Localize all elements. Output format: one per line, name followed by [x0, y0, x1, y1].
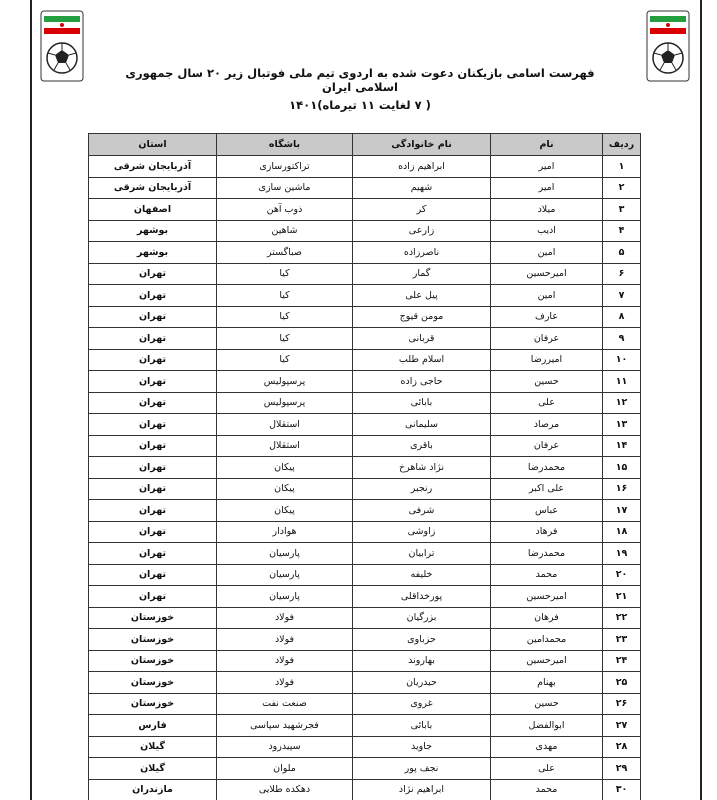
table-body [89, 156, 641, 800]
table-row [89, 543, 641, 565]
federation-logo-icon [40, 10, 84, 82]
last-name-cell: سلیمانی [353, 414, 491, 436]
first-name-cell: امین [491, 242, 603, 264]
last-name-cell: بزرگیان [353, 607, 491, 629]
province-cell: اصفهان [89, 199, 217, 221]
row-number-cell: ۱۵ [603, 457, 641, 479]
club-cell: فجرشهید سپاسی [217, 715, 353, 737]
table-row [89, 414, 641, 436]
last-name-cell: زاوشی [353, 521, 491, 543]
table-row [89, 779, 641, 800]
row-number-cell: ۱۳ [603, 414, 641, 436]
first-name-cell: عرفان [491, 328, 603, 350]
row-number-cell: ۲۱ [603, 586, 641, 608]
table-row [89, 263, 641, 285]
province-cell: تهران [89, 392, 217, 414]
club-cell: هوادار [217, 521, 353, 543]
first-name-cell: محمدامین [491, 629, 603, 651]
first-name-cell: ادیب [491, 220, 603, 242]
table-row [89, 521, 641, 543]
row-number-cell: ۱۰ [603, 349, 641, 371]
club-cell: صنعت نفت [217, 693, 353, 715]
row-number-cell: ۲۲ [603, 607, 641, 629]
province-cell: تهران [89, 349, 217, 371]
row-number-cell: ۲۹ [603, 758, 641, 780]
first-name-cell: محمدرضا [491, 543, 603, 565]
first-name-cell: امیرحسین [491, 586, 603, 608]
players-table [88, 133, 641, 800]
club-cell: کیا [217, 328, 353, 350]
header-row-number: ردیف [603, 134, 641, 156]
row-number-cell: ۱۲ [603, 392, 641, 414]
table-row [89, 650, 641, 672]
first-name-cell: محمد [491, 779, 603, 800]
header-first-name: نام [491, 134, 603, 156]
club-cell: ماشین سازی [217, 177, 353, 199]
table-row [89, 328, 641, 350]
first-name-cell: فرهان [491, 607, 603, 629]
club-cell: شاهین [217, 220, 353, 242]
row-number-cell: ۱۸ [603, 521, 641, 543]
table-row [89, 478, 641, 500]
province-cell: بوشهر [89, 242, 217, 264]
table-row [89, 693, 641, 715]
province-cell: خوزستان [89, 650, 217, 672]
last-name-cell: ابراهیم زاده [353, 156, 491, 178]
row-number-cell: ۲۷ [603, 715, 641, 737]
province-cell: خوزستان [89, 607, 217, 629]
row-number-cell: ۱۴ [603, 435, 641, 457]
table-row [89, 715, 641, 737]
club-cell: پیکان [217, 457, 353, 479]
table-row [89, 672, 641, 694]
last-name-cell: مومن قیوج [353, 306, 491, 328]
first-name-cell: عارف [491, 306, 603, 328]
province-cell: گیلان [89, 758, 217, 780]
province-cell: تهران [89, 414, 217, 436]
first-name-cell: حسین [491, 371, 603, 393]
first-name-cell: عرفان [491, 435, 603, 457]
first-name-cell: امیرحسین [491, 650, 603, 672]
province-cell: تهران [89, 263, 217, 285]
first-name-cell: علی [491, 758, 603, 780]
federation-logo-icon [646, 10, 690, 82]
row-number-cell: ۳ [603, 199, 641, 221]
row-number-cell: ۲۳ [603, 629, 641, 651]
first-name-cell: امیررضا [491, 349, 603, 371]
row-number-cell: ۳۰ [603, 779, 641, 800]
province-cell: آذربایجان شرقی [89, 156, 217, 178]
club-cell: پارسیان [217, 543, 353, 565]
province-cell: تهران [89, 306, 217, 328]
table-row [89, 586, 641, 608]
province-cell: فارس [89, 715, 217, 737]
header-province: استان [89, 134, 217, 156]
province-cell: خوزستان [89, 672, 217, 694]
first-name-cell: امین [491, 285, 603, 307]
club-cell: پرسپولیس [217, 392, 353, 414]
last-name-cell: بابائی [353, 392, 491, 414]
row-number-cell: ۶ [603, 263, 641, 285]
last-name-cell: پیل علی [353, 285, 491, 307]
last-name-cell: کر [353, 199, 491, 221]
row-number-cell: ۲۴ [603, 650, 641, 672]
table-row [89, 564, 641, 586]
club-cell: ذوب آهن [217, 199, 353, 221]
first-name-cell: بهنام [491, 672, 603, 694]
club-cell: فولاد [217, 629, 353, 651]
first-name-cell: مهدی [491, 736, 603, 758]
table-row [89, 758, 641, 780]
last-name-cell: بهاروند [353, 650, 491, 672]
table-row [89, 371, 641, 393]
province-cell: تهران [89, 521, 217, 543]
first-name-cell: امیرحسین [491, 263, 603, 285]
club-cell: دهکده طلایی [217, 779, 353, 800]
row-number-cell: ۷ [603, 285, 641, 307]
row-number-cell: ۲۵ [603, 672, 641, 694]
last-name-cell: ابراهیم نژاد [353, 779, 491, 800]
table-row [89, 306, 641, 328]
row-number-cell: ۵ [603, 242, 641, 264]
province-cell: تهران [89, 500, 217, 522]
table-row [89, 349, 641, 371]
club-cell: کیا [217, 263, 353, 285]
row-number-cell: ۱ [603, 156, 641, 178]
last-name-cell: غروی [353, 693, 491, 715]
last-name-cell: پورخداقلی [353, 586, 491, 608]
last-name-cell: شرفی [353, 500, 491, 522]
province-cell: آذربایجان شرقی [89, 177, 217, 199]
club-cell: کیا [217, 349, 353, 371]
club-cell: فولاد [217, 672, 353, 694]
first-name-cell: فرهاد [491, 521, 603, 543]
last-name-cell: زارعی [353, 220, 491, 242]
last-name-cell: نجف پور [353, 758, 491, 780]
province-cell: خوزستان [89, 629, 217, 651]
club-cell: ملوان [217, 758, 353, 780]
province-cell: تهران [89, 543, 217, 565]
club-cell: پرسپولیس [217, 371, 353, 393]
table-row [89, 457, 641, 479]
club-cell: فولاد [217, 607, 353, 629]
province-cell: تهران [89, 478, 217, 500]
club-cell: پارسیان [217, 564, 353, 586]
province-cell: تهران [89, 285, 217, 307]
row-number-cell: ۸ [603, 306, 641, 328]
first-name-cell: میلاد [491, 199, 603, 221]
table-row [89, 392, 641, 414]
province-cell: تهران [89, 371, 217, 393]
club-cell: پارسیان [217, 586, 353, 608]
province-cell: تهران [89, 586, 217, 608]
row-number-cell: ۲۰ [603, 564, 641, 586]
first-name-cell: علی [491, 392, 603, 414]
row-number-cell: ۲ [603, 177, 641, 199]
first-name-cell: مرصاد [491, 414, 603, 436]
club-cell: تراکتورسازی [217, 156, 353, 178]
first-name-cell: امیر [491, 156, 603, 178]
table-header-row [89, 134, 641, 156]
row-number-cell: ۹ [603, 328, 641, 350]
province-cell: تهران [89, 564, 217, 586]
province-cell: تهران [89, 457, 217, 479]
row-number-cell: ۴ [603, 220, 641, 242]
last-name-cell: ترابیان [353, 543, 491, 565]
first-name-cell: علی اکبر [491, 478, 603, 500]
last-name-cell: قربانی [353, 328, 491, 350]
table-row [89, 156, 641, 178]
last-name-cell: خلیفه [353, 564, 491, 586]
club-cell: پیکان [217, 478, 353, 500]
last-name-cell: ناصرزاده [353, 242, 491, 264]
first-name-cell: عباس [491, 500, 603, 522]
last-name-cell: حیدریان [353, 672, 491, 694]
province-cell: مازندران [89, 779, 217, 800]
header-last-name: نام خانوادگی [353, 134, 491, 156]
table-row [89, 435, 641, 457]
table-row [89, 629, 641, 651]
last-name-cell: نژاد شاهرخ [353, 457, 491, 479]
header-club: باشگاه [217, 134, 353, 156]
last-name-cell: حاجی زاده [353, 371, 491, 393]
row-number-cell: ۱۱ [603, 371, 641, 393]
province-cell: خوزستان [89, 693, 217, 715]
last-name-cell: رنجبر [353, 478, 491, 500]
last-name-cell: حزباوی [353, 629, 491, 651]
last-name-cell: باقری [353, 435, 491, 457]
club-cell: استقلال [217, 414, 353, 436]
last-name-cell: بابائی [353, 715, 491, 737]
last-name-cell: شهیم [353, 177, 491, 199]
table-row [89, 242, 641, 264]
club-cell: پیکان [217, 500, 353, 522]
club-cell: صباگستر [217, 242, 353, 264]
table-row [89, 199, 641, 221]
table-row [89, 500, 641, 522]
table-row [89, 736, 641, 758]
table-row [89, 285, 641, 307]
table-row [89, 607, 641, 629]
table-row [89, 220, 641, 242]
document-date-range: ( ۷ لغایت ۱۱ تیرماه)۱۴۰۱ [289, 98, 431, 112]
club-cell: فولاد [217, 650, 353, 672]
document-title: فهرست اسامی بازیکنان دعوت شده به اردوی تیم ملی فوتبال زیر ۲۰ سال جمهوری اسلامی ایران [125, 66, 595, 94]
last-name-cell: جاوید [353, 736, 491, 758]
first-name-cell: محمد [491, 564, 603, 586]
table-row [89, 177, 641, 199]
club-cell: سپیدرود [217, 736, 353, 758]
province-cell: بوشهر [89, 220, 217, 242]
club-cell: کیا [217, 285, 353, 307]
club-cell: کیا [217, 306, 353, 328]
province-cell: تهران [89, 435, 217, 457]
club-cell: استقلال [217, 435, 353, 457]
row-number-cell: ۲۸ [603, 736, 641, 758]
last-name-cell: اسلام طلب [353, 349, 491, 371]
row-number-cell: ۱۶ [603, 478, 641, 500]
first-name-cell: حسین [491, 693, 603, 715]
province-cell: گیلان [89, 736, 217, 758]
first-name-cell: ابوالفضل [491, 715, 603, 737]
row-number-cell: ۱۷ [603, 500, 641, 522]
row-number-cell: ۲۶ [603, 693, 641, 715]
row-number-cell: ۱۹ [603, 543, 641, 565]
first-name-cell: امیر [491, 177, 603, 199]
province-cell: تهران [89, 328, 217, 350]
first-name-cell: محمدرضا [491, 457, 603, 479]
last-name-cell: گمار [353, 263, 491, 285]
